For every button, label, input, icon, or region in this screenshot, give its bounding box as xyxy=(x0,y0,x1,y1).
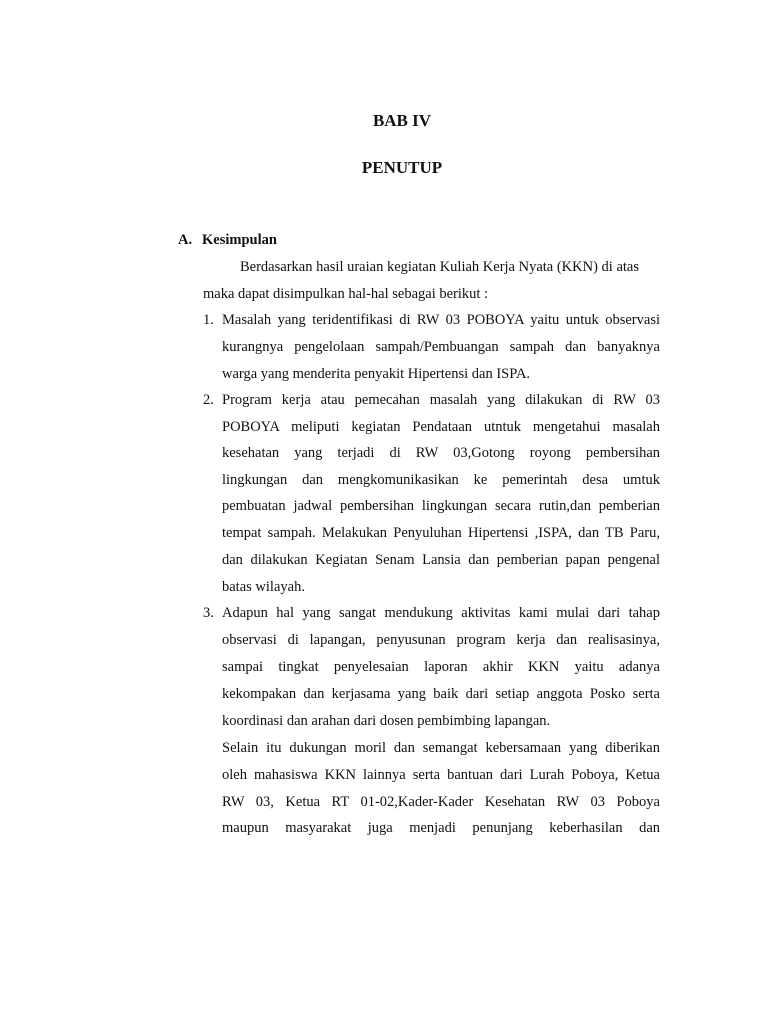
list-item-3-line-2: observasi di lapangan, penyusunan program kerja dan realisasinya, xyxy=(222,632,660,648)
list-item-3-line-1: Adapun hal yang sangat mendukung aktivitas kami mulai dari tahap xyxy=(222,605,660,621)
list-item-2-line-7: dan dilakukan Kegiatan Senam Lansia dan pemberian papan pengenal xyxy=(222,552,660,568)
list-number-3: 3. xyxy=(203,605,214,621)
list-item-3-line-4: kekompakan dan kerjasama yang baik dari setiap anggota Posko serta xyxy=(222,686,660,702)
list-item-2-line-8: batas wilayah. xyxy=(222,579,305,595)
paragraph-line-1: Selain itu dukungan moril dan semangat kebersamaan yang diberikan xyxy=(222,740,660,756)
list-item-1-line-2: kurangnya pengelolaan sampah/Pembuangan sampah dan banyaknya xyxy=(222,339,660,355)
section-title: Kesimpulan xyxy=(202,232,277,248)
intro-line-2: maka dapat disimpulkan hal-hal sebagai berikut : xyxy=(203,286,489,302)
list-number-2: 2. xyxy=(203,392,214,408)
list-item-2-line-4: lingkungan dan mengkomunikasikan ke pemerintah desa umtuk xyxy=(222,472,660,488)
intro-line-1: Berdasarkan hasil uraian kegiatan Kuliah Kerja Nyata (KKN) di atas xyxy=(240,259,639,275)
list-item-2-line-5: pembuatan jadwal pembersihan lingkungan secara rutin,dan pemberian xyxy=(222,498,660,514)
chapter-heading: BAB IV xyxy=(372,111,432,130)
list-number-1: 1. xyxy=(203,312,214,328)
list-item-3-line-5: koordinasi dan arahan dari dosen pembimbing lapangan. xyxy=(222,713,551,729)
list-item-1-line-3: warga yang menderita penyakit Hipertensi dan ISPA. xyxy=(222,366,531,382)
list-item-3-line-3: sampai tingkat penyelesaian laporan akhir KKN yaitu adanya xyxy=(222,659,660,675)
list-item-2-line-1: Program kerja atau pemecahan masalah yang dilakukan di RW 03 xyxy=(222,392,660,408)
paragraph-line-4: maupun masyarakat juga menjadi penunjang keberhasilan dan xyxy=(222,820,660,836)
list-item-1-line-1: Masalah yang teridentifikasi di RW 03 POBOYA yaitu untuk observasi xyxy=(222,312,660,328)
section-marker: A. xyxy=(178,232,193,248)
list-item-2-line-3: kesehatan yang terjadi di RW 03,Gotong royong pembersihan xyxy=(222,445,660,461)
paragraph-line-3: RW 03, Ketua RT 01-02,Kader-Kader Kesehatan RW 03 Poboya xyxy=(222,794,660,810)
list-item-2-line-2: POBOYA meliputi kegiatan Pendataan utntuk mengetahui masalah xyxy=(222,419,660,435)
chapter-title: PENUTUP xyxy=(361,158,443,177)
list-item-2-line-6: tempat sampah. Melakukan Penyuluhan Hipertensi ,ISPA, dan TB Paru, xyxy=(222,525,660,541)
paragraph-line-2: oleh mahasiswa KKN lainnya serta bantuan dari Lurah Poboya, Ketua xyxy=(222,767,660,783)
